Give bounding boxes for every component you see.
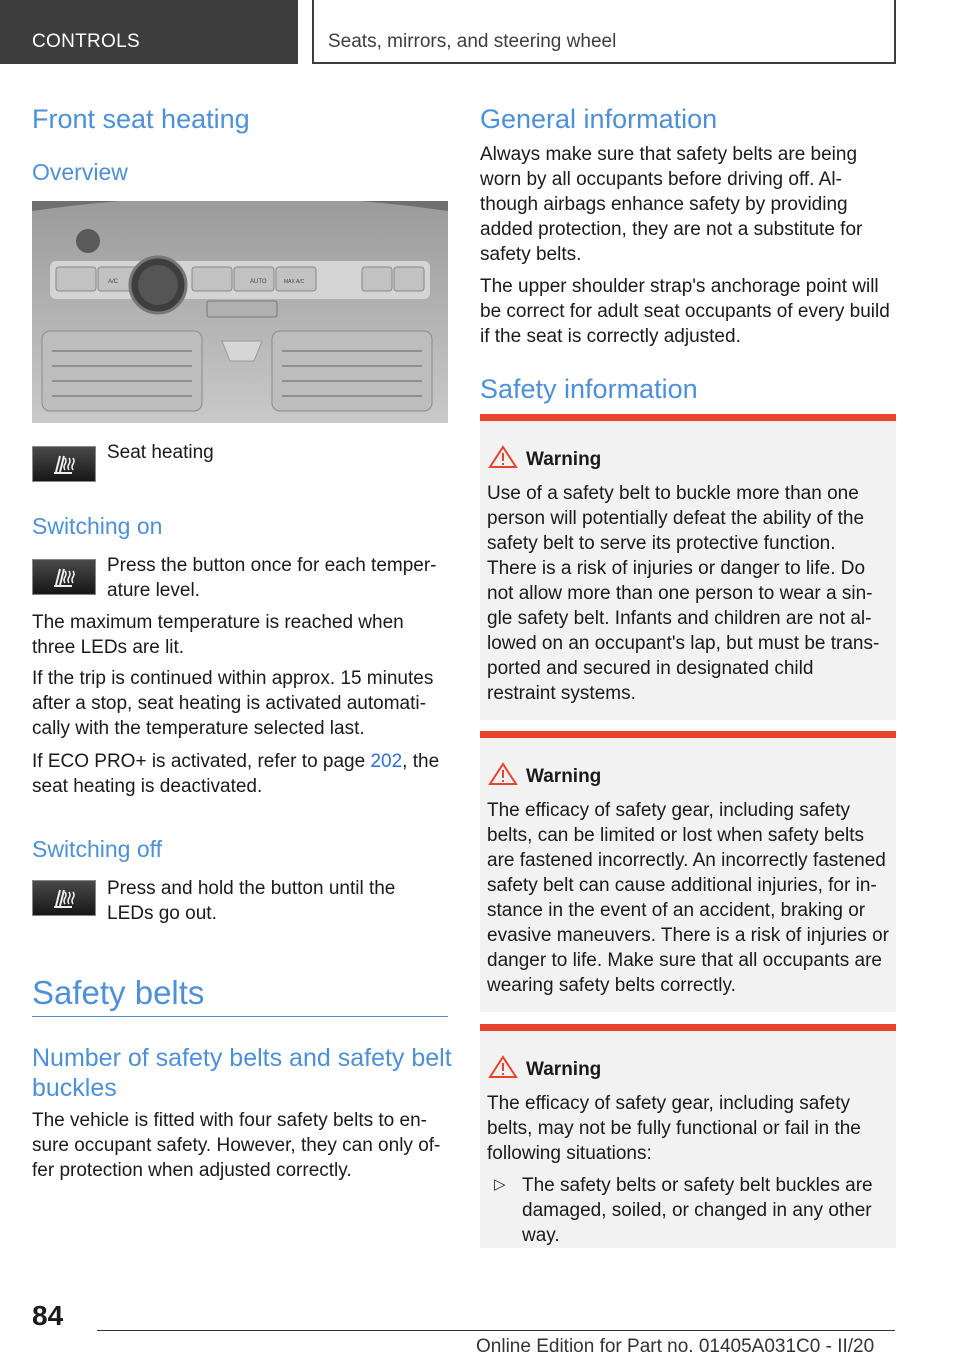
trip-continuation-text: If the trip is continued within approx. 15 minutes after a stop, seat heating is activated automati‐cally with the temperature selected last. <box>32 668 434 739</box>
page-number: 84 <box>32 1300 64 1331</box>
general-info-paragraph-2: The upper shoulder strap's anchorage point will be correct for adult seat occupants of every build if the seat is correctly adjusted. <box>480 276 890 347</box>
seat-heating-button-image <box>32 446 96 482</box>
header-chapter-tab <box>312 0 896 64</box>
warning-triangle-icon <box>488 1055 518 1079</box>
warning-box-2 <box>480 731 896 1012</box>
warning-list-item: The safety belts or safety belt buckles are damaged, soiled, or changed in any other way. <box>522 1175 873 1246</box>
footer-divider <box>97 1330 895 1331</box>
seat-heating-button-image-off <box>32 880 96 916</box>
warning-triangle-icon <box>488 445 518 469</box>
heading-number-of-belts: Number of safety belts and safety belt buckles <box>32 1044 452 1102</box>
number-of-belts-text: The vehicle is fitted with four safety belts to en‐sure occupant safety. However, they can only of‐fer protection when adjusted correctly. <box>32 1110 441 1181</box>
climate-control-panel-photo <box>32 201 448 423</box>
seat-heating-caption: Seat heating <box>107 442 214 463</box>
warning-title: Warning <box>526 1059 602 1080</box>
general-info-paragraph-1: Always make sure that safety belts are being worn by all occupants before driving off. Al‐though airbags enhance safety by providing added protection, they are not a substitute for safety belts. <box>480 144 863 265</box>
heading-safety-information: Safety information <box>480 374 698 404</box>
max-temperature-text: The maximum temperature is reached when three LEDs are lit. <box>32 612 404 658</box>
eco-text-before: If ECO PRO+ is activated, refer to page <box>32 751 371 772</box>
ac-label: A/C <box>108 279 119 285</box>
warning-body: The efficacy of safety gear, including safety belts, may not be fully functional or fail in the following situations: <box>487 1093 861 1164</box>
warning-title: Warning <box>526 449 602 470</box>
header-section-label: CONTROLS <box>32 31 140 52</box>
warning-box-1 <box>480 414 896 720</box>
seat-heating-icon <box>50 565 78 589</box>
auto-label: AUTO <box>250 279 267 285</box>
edition-footer: Online Edition for Part no. 01405A031C0 - II/20 <box>476 1336 875 1357</box>
page-202-link[interactable]: 202 <box>370 751 403 772</box>
seat-heating-icon <box>50 886 78 910</box>
header-section-tab <box>0 0 298 64</box>
eco-text-after: , the seat heating is deactivated. <box>32 751 440 797</box>
heading-switching-off: Switching off <box>32 836 162 862</box>
heading-safety-belts: Safety belts <box>32 974 205 1011</box>
warning-body: The efficacy of safety gear, including safety belts, can be limited or lost when safety belts are fastened incorrectly. An incorrectly fastened safety belt can cause additional injuries, for in‐stance in the event of an accident, braking or evasive maneuvers. There is a risk of injuries or danger to life. Make sure that all occupants are wearing safety belts correctly. <box>487 800 889 996</box>
switching-off-text: Press and hold the button until the LEDs go out. <box>107 878 396 924</box>
warning-body: Use of a safety belt to buckle more than one person will potentially defeat the ability of the safety belt to serve its protective function. There is a risk of injuries or danger to life. Do not allow more than one person to wear a sin‐gle safety belt. Infants and children are not al‐lowed on an occupant's lap, but must be trans‐ported and secured in designated child restraint systems. <box>487 483 880 704</box>
max-ac-label: MAX A/C <box>284 279 305 285</box>
header-chapter-label: Seats, mirrors, and steering wheel <box>328 31 617 52</box>
heading-general-information: General information <box>480 104 718 134</box>
switching-on-text: Press the button once for each temper‐ature level. <box>107 555 437 601</box>
list-bullet-icon: ▷ <box>494 1176 506 1193</box>
heading-front-seat-heating: Front seat heating <box>32 104 250 134</box>
warning-triangle-icon <box>488 762 518 786</box>
seat-heating-icon <box>50 452 78 476</box>
eco-pro-text <box>32 749 448 799</box>
seat-heating-button-image-on <box>32 559 96 595</box>
climate-panel-illustration <box>32 201 448 423</box>
warning-title: Warning <box>526 766 602 787</box>
heading-switching-on: Switching on <box>32 513 163 539</box>
section-divider <box>32 1016 448 1017</box>
warning-box-3 <box>480 1024 896 1248</box>
heading-overview: Overview <box>32 159 128 185</box>
